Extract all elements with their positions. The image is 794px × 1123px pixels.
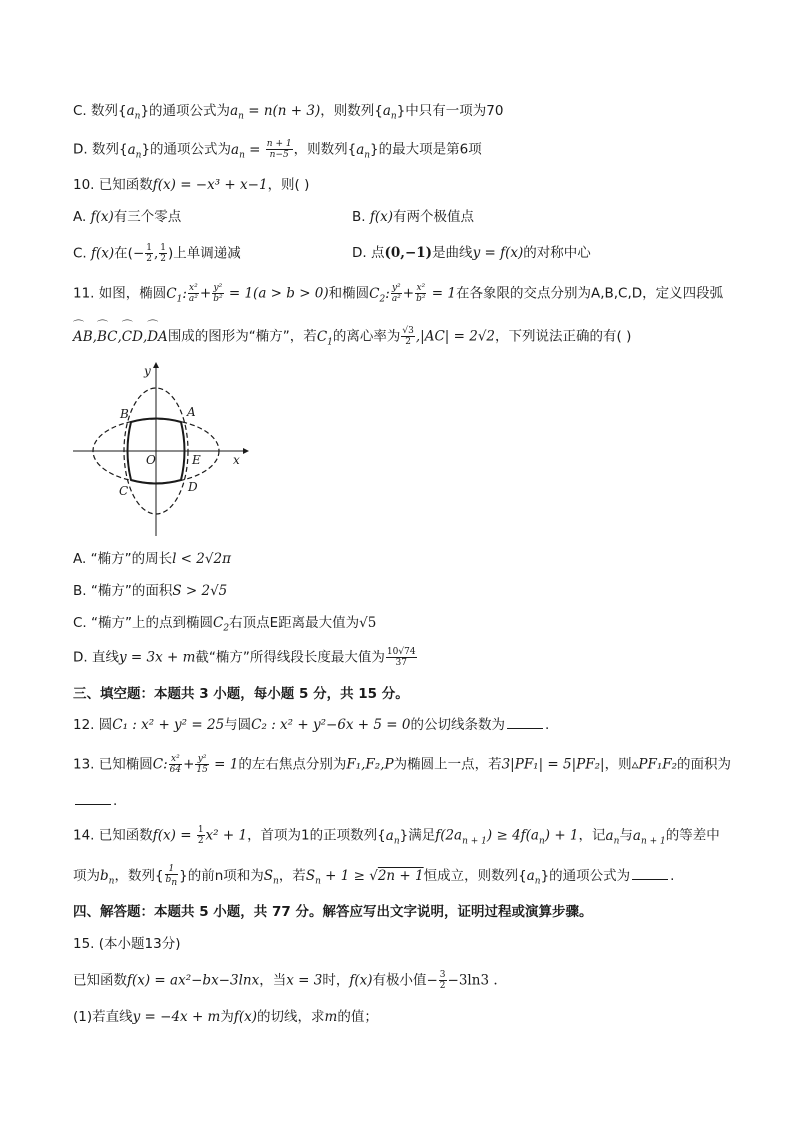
text: 在各象限的交点分别为A,B,C,D，定义四段弧 xyxy=(455,285,724,302)
q13-line1: 13. 已知椭圆C: $\frac{\text{x²}}{64}$ + $\frac{\text{y²}}{15}$ = 1的左右焦点分别为F₁,F₂,P为椭圆上一点，若3|PF₁| = 5|PF₂|，则▵PF₁F₂的面积为 xyxy=(73,754,732,775)
text: }的最大项是第6项 xyxy=(370,141,482,158)
q11-option-b xyxy=(73,581,227,601)
text: 的面积为 xyxy=(677,756,732,773)
math: $C_2$: xyxy=(369,285,390,305)
math: y = f(x) xyxy=(472,245,524,261)
formula: x = 3 xyxy=(286,972,323,989)
label-a: A xyxy=(187,405,196,419)
text: 的等差中 xyxy=(665,827,720,844)
q10-option-a: A. f(x)有三个零点 xyxy=(73,209,182,225)
text: }的前n项和为 xyxy=(179,867,264,884)
answer-blank[interactable] xyxy=(75,792,111,805)
text: 的值； xyxy=(337,1009,378,1025)
fraction: $\frac{1}{2}$ xyxy=(146,243,152,264)
text: ，则数列{ xyxy=(320,103,383,119)
fraction: $\frac{1}{2}$ xyxy=(160,243,167,264)
text: D. 点 xyxy=(352,245,385,261)
formula: S > 2√5 xyxy=(172,583,228,599)
text: 与圆 xyxy=(224,717,252,733)
text: A. “椭方”的周长 xyxy=(73,551,173,567)
formula: F₁,F₂,P xyxy=(346,756,394,773)
text: 右顶点E距离最大值为 xyxy=(229,615,360,631)
q15-part1: (1)若直线y = −4x + m为f(x)的切线，求m的值； xyxy=(73,1009,378,1025)
q11-option-d xyxy=(73,647,418,668)
text: }的通项公式为 xyxy=(141,141,232,158)
point: (0,−1) xyxy=(384,245,433,261)
q10-stem xyxy=(73,175,309,195)
text: 恒成立，则数列{ xyxy=(423,867,527,884)
text: 13. 已知椭圆 xyxy=(73,756,153,773)
text: 的公切线条数为 xyxy=(410,717,505,733)
q10-option-d xyxy=(352,243,591,263)
text: 与 xyxy=(619,827,633,844)
formula: = n(n + 3) xyxy=(243,103,321,119)
text: }中只有一项为70 xyxy=(396,103,504,119)
text: 时， xyxy=(322,972,350,989)
text: }满足 xyxy=(399,827,436,844)
math: C: xyxy=(152,756,168,773)
formula: y = 3x + m xyxy=(118,649,196,666)
section4-heading: 四、解答题：本题共 5 小题，共 77 分。解答应写出文字说明，证明过程或演算步骤。 xyxy=(73,904,593,920)
text: ，当 xyxy=(259,972,287,989)
formula: −3ln3 . xyxy=(447,972,498,989)
formula: f(2a xyxy=(435,827,463,844)
text: 有两个极值点 xyxy=(393,209,475,225)
q9-option-d xyxy=(73,139,482,165)
formula: l < 2√2π xyxy=(172,551,231,567)
label-o: O xyxy=(146,453,156,467)
y-axis-arrow xyxy=(153,362,159,368)
formula: f(x) = −x³ + x−1 xyxy=(152,177,268,193)
formula: f(x) = xyxy=(152,827,196,844)
fraction: $\frac{\text{y²}}{15}$ xyxy=(196,754,208,775)
formula: y = −4x + m xyxy=(132,1009,221,1025)
q11-stem-line2: ⌒ AB,⌒ BC,⌒ CD,⌒ DA围成的图形为“椭方”，若$C_1$的离心率为 $\frac{√3}{2}$ ,|AC| = 2√2，下列说法正确的有( ) xyxy=(73,326,631,352)
math: $a_n$ = xyxy=(231,141,265,161)
text: (1)若直线 xyxy=(73,1009,133,1025)
fraction: $\frac{10√74}{37}$ xyxy=(386,647,416,668)
q9-option-c xyxy=(73,101,503,127)
formula: ▵PF₁F₂ xyxy=(631,756,678,773)
math: $a_n$ xyxy=(126,103,141,122)
ellipse-figure xyxy=(71,360,251,540)
math: $a_n$ xyxy=(356,141,371,161)
text: 14. 已知函数 xyxy=(73,827,153,844)
text: ，若 xyxy=(278,867,306,884)
label-y: y xyxy=(144,364,151,378)
math: $C_1$ xyxy=(316,328,333,348)
text: 的离心率为 xyxy=(332,328,401,345)
q13-line2: . xyxy=(73,791,117,811)
text: C. “椭方”上的点到椭圆 xyxy=(73,615,213,631)
fraction: $\frac{\text{y²}}{\text{b²}}$ xyxy=(213,283,223,304)
text: 10. 已知函数 xyxy=(73,177,153,193)
math: f(x) xyxy=(91,245,115,262)
value: √5 xyxy=(359,615,377,631)
math: $C_1$: xyxy=(166,285,187,305)
fraction: $\frac{\text{y²}}{\text{a²}}$ xyxy=(391,283,401,304)
label-c: C xyxy=(119,484,129,498)
text: )上单调递减 xyxy=(168,245,241,262)
math: $a_n$ xyxy=(382,103,397,122)
x-axis-arrow xyxy=(243,448,249,454)
text: 11. 如图，椭圆 xyxy=(73,285,167,302)
text: ，首项为1的正项数列{ xyxy=(247,827,386,844)
answer-blank[interactable] xyxy=(632,867,668,880)
q15-title: 15. (本小题13分) xyxy=(73,936,181,952)
section3-heading: 三、填空题：本题共 3 小题，每小题 5 分，共 15 分。 xyxy=(73,686,409,702)
label-e: E xyxy=(192,453,201,467)
text: B. “椭方”的面积 xyxy=(73,583,173,599)
text: }的通项公式为 xyxy=(140,103,231,119)
text: 已知函数 xyxy=(73,972,127,989)
text: 是曲线 xyxy=(432,245,473,261)
text: ，则 xyxy=(604,756,632,773)
math: $a_n$ xyxy=(127,141,142,161)
formula: |AC| = 2√2 xyxy=(420,328,496,345)
text: ，下列说法正确的有( ) xyxy=(495,328,632,345)
text: 有极小值 xyxy=(372,972,427,989)
text: 围成的图形为“椭方”，若 xyxy=(167,328,317,345)
text: 项为 xyxy=(73,867,100,884)
fraction: $\frac{\text{x²}}{\text{a²}}$ xyxy=(188,283,198,304)
text: D. 数列{ xyxy=(73,141,128,158)
text: D. 直线 xyxy=(73,649,119,666)
arcs: ⌒ AB,⌒ BC,⌒ CD,⌒ DA xyxy=(73,329,168,345)
text: ，数列{ xyxy=(114,867,164,884)
formula: 3|PF₁| = 5|PF₂| xyxy=(501,756,605,773)
q14-line1: 14. 已知函数f(x) = $\frac{1}{2}$ x² + 1，首项为1的正项数列$\{a_n\}$满足$f(2a_{n + 1}) \ge 4f(a_n) + 1$，记$a_n$与$a_{n + 1}$的等差中 xyxy=(73,825,720,847)
text: C. 数列{ xyxy=(73,103,127,119)
text: }的通项公式为 xyxy=(540,867,631,884)
text: 为椭圆上一点，若 xyxy=(393,756,502,773)
text: 有三个零点 xyxy=(113,209,182,225)
fraction: $\frac{1}{b_n}$ xyxy=(165,864,178,888)
formula: ) ≥ 4f(a xyxy=(486,827,539,844)
fraction: $\frac{\text{x²}}{\text{b²}}$ xyxy=(416,283,426,304)
text: 为 xyxy=(220,1009,234,1025)
text: ，则数列{ xyxy=(293,141,357,158)
q11-option-c xyxy=(73,613,376,639)
formula: C₂ : x² + y²−6x + 5 = 0 xyxy=(251,717,411,733)
label-b: B xyxy=(120,407,129,421)
label-x: x xyxy=(233,453,240,467)
q15-stem: 已知函数f(x) = ax²−bx−3lnx，当x = 3时，f(x)有极小值− $\frac{3}{2}$ −3ln3 . xyxy=(73,970,498,991)
math: f(x) xyxy=(369,209,394,225)
text: 的对称中心 xyxy=(523,245,591,261)
q10-option-c: C. f(x)在(− $\frac{1}{2}$ , $\frac{1}{2}$ )上单调递减 xyxy=(73,243,241,264)
text: 12. 圆 xyxy=(73,717,113,733)
q12: 12. 圆C₁ : x² + y² = 25与圆C₂ : x² + y²−6x + 5 = 0的公切线条数为 . xyxy=(73,717,550,733)
label-d: D xyxy=(188,480,198,494)
text: 截“椭方”所得线段长度最大值为 xyxy=(195,649,385,666)
math: f(x) xyxy=(90,209,114,225)
fraction: $\frac{n + 1}{n-5}$ xyxy=(266,139,292,160)
text: 的左右焦点分别为 xyxy=(238,756,347,773)
fraction: $\frac{1}{2}$ xyxy=(197,825,204,846)
formula: C₁ : x² + y² = 25 xyxy=(112,717,225,733)
fraction: $\frac{\text{x²}}{64}$ xyxy=(169,754,182,775)
q10-option-b: B. f(x)有两个极值点 xyxy=(352,209,475,225)
fraction: $\frac{3}{2}$ xyxy=(439,970,446,991)
q11-stem-line1: 11. 如图，椭圆$C_1$: $\frac{\text{x²}}{\text{a²}}$ + $\frac{\text{y²}}{\text{b²}}$ = 1(a > b > 0)和椭圆$C_2$: $\frac{\text{y²}}{\text{a²}}$ + $\frac{\text{x²}}{\text{b²}}$ = 1在各象限的交点分别为A,B,C,D，定义四段弧 xyxy=(73,283,724,305)
text: 的切线，求 xyxy=(257,1009,325,1025)
math: $a_n$ xyxy=(230,103,244,122)
q14-line2: 项为$b_n$，数列{ $\frac{1}{b_n}$ }的前n项和为$S_n$，若$S_n + 1 \ge √2n + 1$恒成立，则数列$\{a_n\}$的通项公式为 . xyxy=(73,864,675,888)
text: 和椭圆 xyxy=(328,285,370,302)
q11-option-a xyxy=(73,549,231,569)
math: $C_2$ xyxy=(213,615,230,634)
text: ，记 xyxy=(578,827,606,844)
formula: f(x) = ax²−bx−3lnx xyxy=(127,972,260,989)
text: 在( xyxy=(114,245,133,262)
fraction: $\frac{√3}{2}$ xyxy=(402,326,414,347)
formula: ) + 1 xyxy=(544,827,579,844)
text: ，则( ) xyxy=(267,177,310,193)
answer-blank[interactable] xyxy=(507,716,543,729)
